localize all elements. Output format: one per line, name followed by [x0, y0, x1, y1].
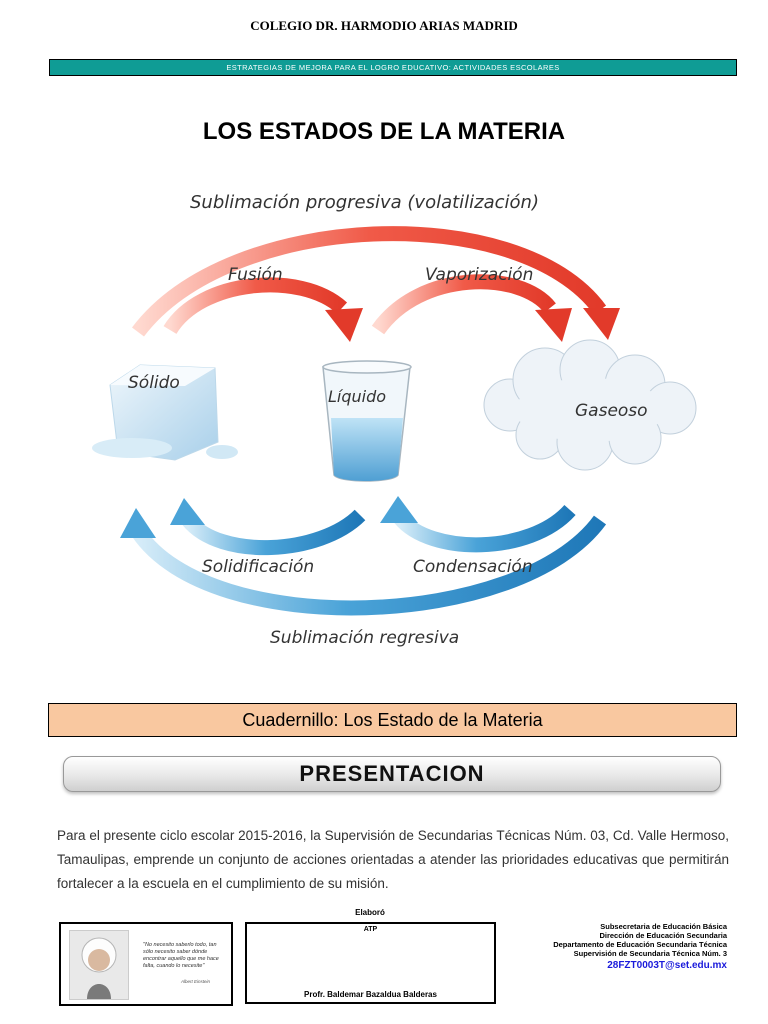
contact-email: 28FZT0003T@set.edu.mx [607, 960, 727, 971]
atp-name: Profr. Baldemar Bazaldua Balderas [304, 990, 437, 999]
vaporization-arrow [378, 282, 550, 330]
einstein-quote-text: "No necesito saberlo todo, tan sólo necesito saber dónde encontrar aquello que me hace falta, cuando lo necesite" [143, 942, 219, 969]
info-line: Departamento de Educación Secundaria Técnica [553, 940, 727, 949]
states-of-matter-diagram [80, 180, 720, 660]
vaporization-arrowhead [535, 308, 572, 342]
label-liquid: Líquido [328, 387, 387, 406]
einstein-quote-box [59, 922, 233, 1006]
solidification-arrowhead [170, 498, 205, 525]
atp-box [245, 922, 496, 1004]
fusion-arrow [170, 285, 342, 330]
label-solid: Sólido [128, 373, 180, 393]
condensation-arrowhead [380, 496, 418, 523]
label-gas: Gaseoso [575, 401, 648, 421]
ice-puddle [92, 438, 172, 458]
condensation-arrow [400, 510, 570, 545]
ice-chip [206, 445, 238, 459]
info-line: Dirección de Educación Secundaria [599, 931, 727, 940]
elaboro-label: Elaboró [355, 908, 385, 917]
label-solidification: Solidificación [202, 557, 315, 577]
solidification-arrow [188, 515, 360, 548]
label-fusion: Fusión [228, 265, 283, 285]
school-name: COLEGIO DR. HARMODIO ARIAS MADRID [250, 18, 518, 33]
sublimation-regressive-arrowhead [120, 508, 156, 538]
label-condensation: Condensación [413, 557, 533, 577]
info-line: Supervisión de Secundaria Técnica Núm. 3 [573, 949, 727, 958]
label-sublimation-regressive: Sublimación regresiva [270, 628, 460, 648]
atp-label: ATP [363, 926, 378, 933]
label-sublimation-progressive: Sublimación progresiva (volatilización) [190, 192, 539, 213]
page-title: LOS ESTADOS DE LA MATERIA [202, 118, 566, 145]
info-line: Subsecretaria de Educación Básica [600, 922, 727, 931]
sublimation-progressive-arrowhead [583, 308, 620, 340]
intro-paragraph: Para el presente ciclo escolar 2015-2016, la Supervisión de Secundarias Técnicas Núm. 03, Cd. Valle Hermoso, Tamaulipas, emprende un conjunto de acciones orientadas a atender las prioridades educativas que permitirán fortalecer a la escuela en el cumplimiento de su misión. [57, 828, 729, 891]
einstein-portrait-image [69, 930, 129, 1000]
strategy-banner: ESTRATEGIAS DE MEJORA PARA EL LOGRO EDUCATIVO: ACTIVIDADES ESCOLARES [49, 59, 737, 76]
presentacion-heading: PRESENTACION [63, 756, 721, 792]
glass-water [331, 418, 403, 481]
institution-info [495, 922, 727, 1000]
cuadernillo-banner: Cuadernillo: Los Estado de la Materia [48, 703, 737, 737]
fusion-arrowhead [325, 308, 363, 342]
label-vaporization: Vaporización [425, 265, 534, 285]
einstein-quote-author: Albert Einstein [181, 979, 211, 984]
